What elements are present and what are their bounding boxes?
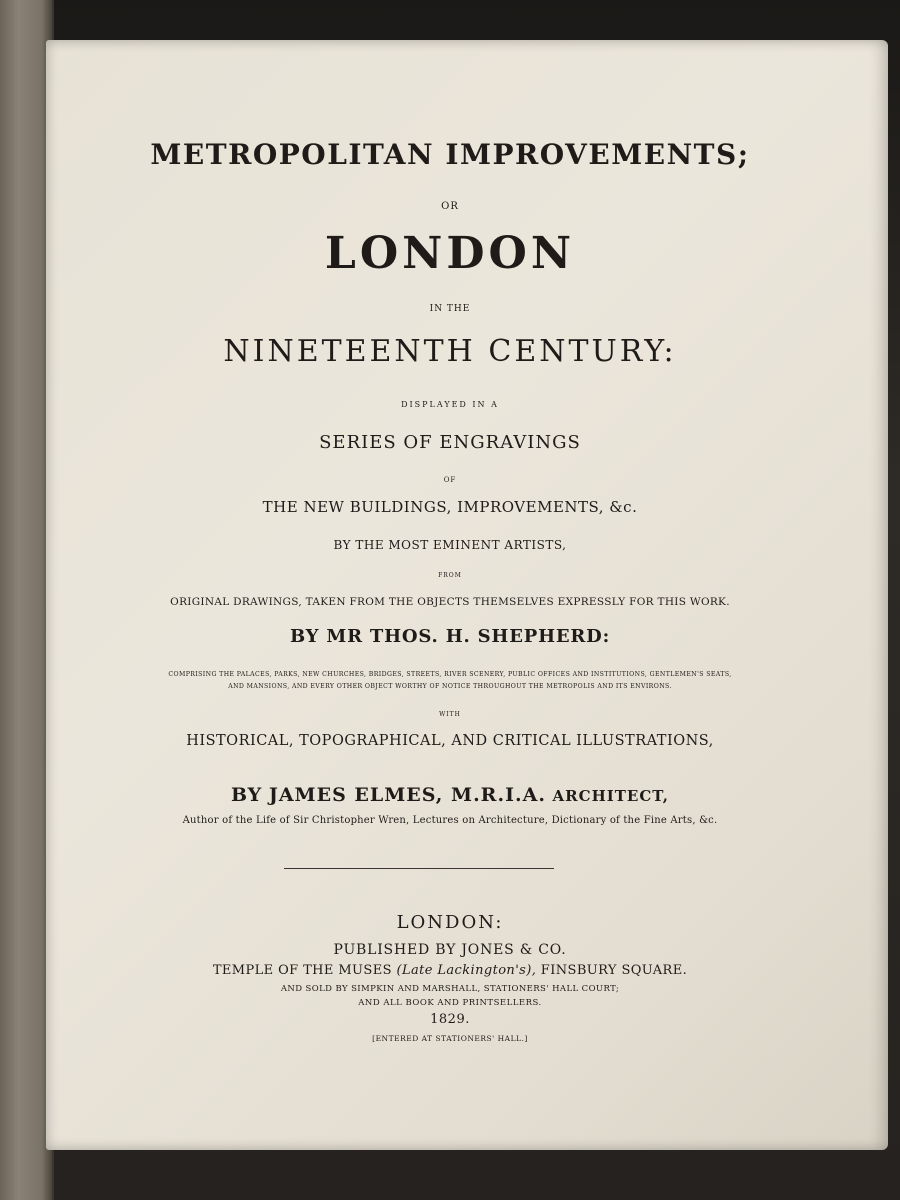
title-author bbox=[0, 784, 900, 806]
title-artists: BY THE MOST EMINENT ARTISTS, bbox=[333, 538, 567, 552]
title-from: FROM bbox=[438, 572, 462, 579]
title-author-works: Author of the Life of Sir Christopher Wren, Lectures on Architecture, Dictionary of the Fine Arts, &c. bbox=[182, 815, 718, 826]
imprint-temple bbox=[0, 963, 900, 978]
imprint-temple-square: FINSBURY SQUARE. bbox=[540, 963, 688, 978]
title-century: NINETEENTH CENTURY: bbox=[223, 334, 677, 369]
title-buildings: THE NEW BUILDINGS, IMPROVEMENTS, &c. bbox=[262, 498, 638, 516]
imprint-year: 1829. bbox=[430, 1012, 470, 1027]
title-in-the: IN THE bbox=[429, 304, 471, 314]
author-by: BY bbox=[230, 784, 263, 806]
title-shepherd: BY MR THOS. H. SHEPHERD: bbox=[289, 626, 611, 647]
title-of: OF bbox=[443, 476, 457, 484]
title-displayed: DISPLAYED IN A bbox=[401, 400, 499, 409]
imprint-sold: AND SOLD BY SIMPKIN AND MARSHALL, STATIONERS' HALL COURT; bbox=[280, 984, 620, 994]
imprint-entered: [ENTERED AT STATIONERS' HALL.] bbox=[372, 1034, 528, 1043]
title-original: ORIGINAL DRAWINGS, TAKEN FROM THE OBJECTS THEMSELVES EXPRESSLY FOR THIS WORK. bbox=[170, 596, 730, 608]
author-role: ARCHITECT, bbox=[552, 787, 670, 805]
imprint-temple-name: TEMPLE OF THE MUSES bbox=[212, 963, 392, 978]
imprint-temple-note: (Late Lackington's), bbox=[396, 963, 537, 978]
title-comprising-line-2: AND MANSIONS, AND EVERY OTHER OBJECT WORTHY OF NOTICE THROUGHOUT THE METROPOLIS AND ITS ENVIRONS. bbox=[228, 683, 672, 690]
imprint-city: LONDON: bbox=[396, 912, 504, 933]
title-comprising-line-1: COMPRISING THE PALACES, PARKS, NEW CHURCHES, BRIDGES, STREETS, RIVER SCENERY, PUBLIC OFFICES AND INSTITUTIONS, GENTLEMEN'S SEATS, bbox=[168, 671, 732, 678]
author-name: JAMES ELMES, M.R.I.A. bbox=[268, 784, 546, 806]
section-rule bbox=[284, 868, 554, 869]
imprint-booksellers: AND ALL BOOK AND PRINTSELLERS. bbox=[358, 998, 542, 1008]
title-metropolitan: METROPOLITAN IMPROVEMENTS; bbox=[150, 138, 750, 171]
title-or: OR bbox=[441, 201, 459, 212]
title-series: SERIES OF ENGRAVINGS bbox=[319, 432, 581, 453]
title-historical: HISTORICAL, TOPOGRAPHICAL, AND CRITICAL ILLUSTRATIONS, bbox=[186, 733, 714, 749]
title-with: WITH bbox=[439, 711, 461, 718]
title-london: LONDON bbox=[324, 228, 576, 279]
imprint-publisher: PUBLISHED BY JONES & CO. bbox=[333, 942, 567, 958]
